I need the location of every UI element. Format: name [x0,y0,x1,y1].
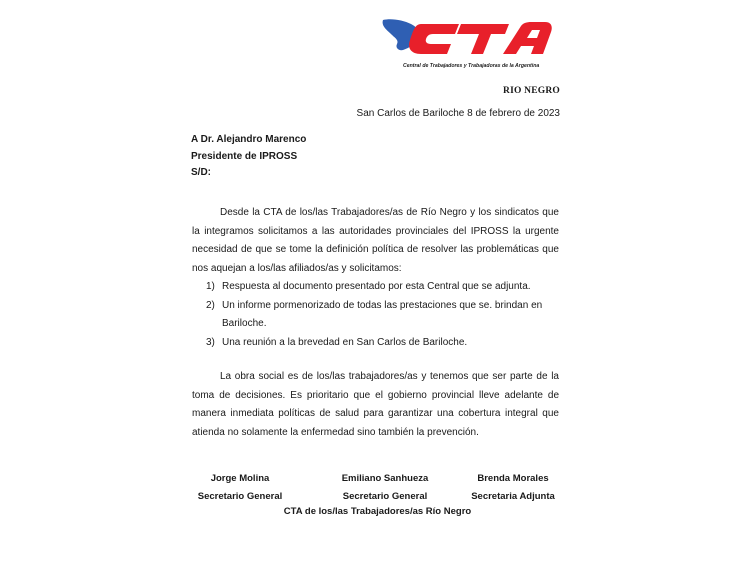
cta-letter-t [457,24,509,54]
signer-name: Jorge Molina [210,473,270,484]
signer-name: Brenda Morales [477,473,549,484]
request-list [208,278,560,352]
list-item-text: Respuesta al documento presentado por esta Central que se adjunta. [222,281,531,292]
recipient-title: Presidente de IPROSS [191,150,298,162]
signer-role: Secretaria Adjunta [471,491,555,502]
letter-date: San Carlos de Bariloche 8 de febrero de 2023 [356,108,560,119]
province-heading: RIO NEGRO [503,86,560,96]
body-paragraph-1: Desde la CTA de los/las Trabajadores/as de Río Negro y los sindicatos que la integramos solicitamos a las autoridades provinciales del IPROSS la urgente necesidad de que se tome la definición política de resolver las problemáticas que nos aquejan a los/las afiliados/as y solicitamos: [192,207,559,274]
list-item-number: 3) [206,336,215,348]
logo-subtitle: Central de Trabajadores y Trabajadoras de la Argentina [403,63,540,69]
cta-logo [381,14,561,72]
list-item-number: 2) [206,299,215,311]
signature [458,470,568,506]
signer-role: Secretario General [342,491,428,502]
list-item-text: Una reunión a la brevedad en San Carlos de Bariloche. [222,336,468,348]
cta-logo-graphic [381,14,561,64]
list-item [208,278,560,297]
body-paragraph-2: La obra social es de los/las trabajadores/as y tenemos que ser parte de la toma de decisiones. Es prioritario que el gobierno provincial lleve adelante de manera inmediata políticas de salud para garantizar una cobertura integral que atienda no solamente la enfermedad sino también la prevención. [192,371,559,438]
signature [190,470,290,506]
list-item-number: 1) [206,281,215,292]
signer-role: Secretario General [197,491,283,502]
organization-name: CTA de los/las Trabajadores/as Río Negro [283,506,472,517]
recipient-name: A Dr. Alejandro Marenco [191,134,307,145]
cta-letter-c [409,24,459,54]
recipient-block [191,132,306,182]
list-item [208,334,560,353]
signature [320,470,450,506]
recipient-salutation: S/D: [191,167,211,178]
signer-name: Emiliano Sanhueza [341,473,429,484]
cta-letter-a [503,22,552,54]
list-item [208,297,560,334]
list-item-text: Un informe pormenorizado de todas las prestaciones que se. brindan en Bariloche. [222,299,543,329]
